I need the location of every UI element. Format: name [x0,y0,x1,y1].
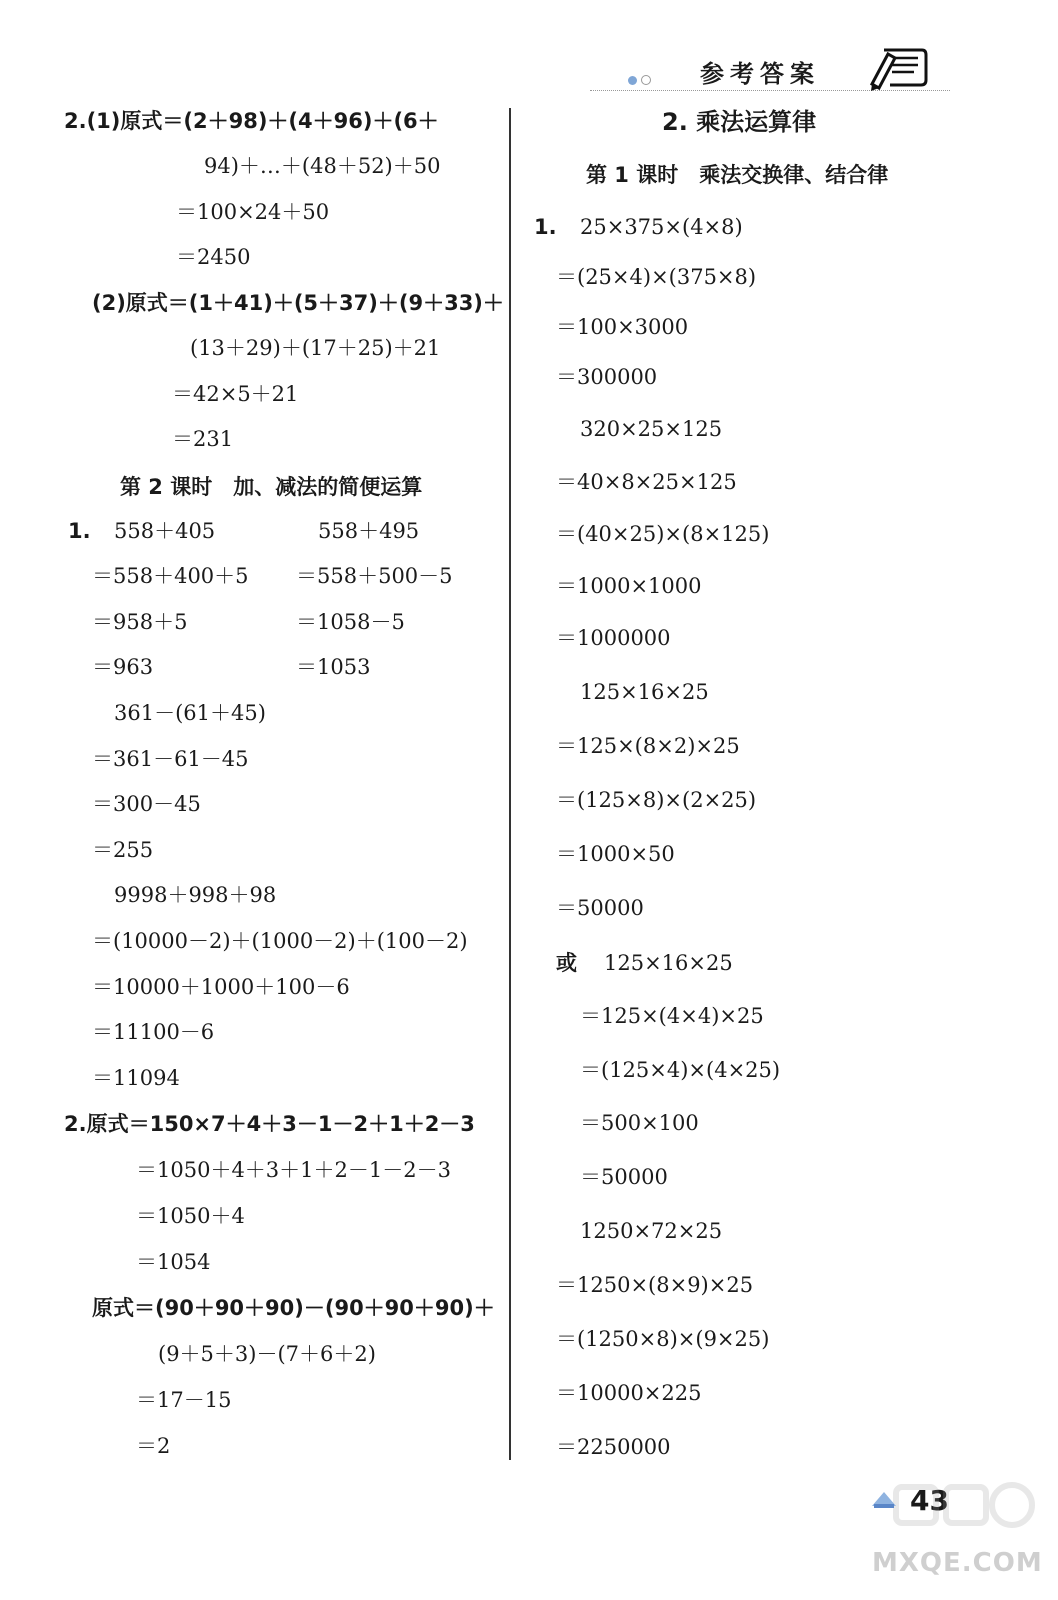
left-line: ＝17－15 [136,1388,232,1412]
left-line: ＝1054 [136,1250,211,1274]
left-line: ＝11100－6 [92,1020,215,1044]
right-line: ＝125×(4×4)×25 [580,1004,764,1028]
left-line: ＝100×24＋50 [176,200,330,224]
or-label: 或 [556,951,577,975]
right-line: 125×16×25 [580,680,709,704]
right-line: ＝50000 [556,896,644,920]
chapter-heading: 2. 乘法运算律 [662,108,817,136]
left-line: 2.(1)原式＝(2＋98)＋(4＋96)＋(6＋ [64,109,439,133]
left-line: ＝(10000－2)＋(1000－2)＋(100－2) [92,929,468,953]
page-number: 43 [910,1484,949,1517]
right-line: 320×25×125 [580,417,723,441]
left-line: ＝255 [92,838,154,862]
right-line: ＝1000000 [556,626,671,650]
left-line: ＝1050＋4＋3＋1＋2－1－2－3 [136,1158,451,1182]
header-title: 参考答案 [700,60,820,88]
watermark-text: MXQE.COM [872,1548,1043,1578]
left-line: ＝231 [172,427,234,451]
right-line: ＝50000 [580,1165,668,1189]
right-line: ＝(125×8)×(2×25) [556,788,757,812]
left-line: 558＋495 [318,519,420,543]
right-line: ＝10000×225 [556,1381,702,1405]
left-line: 558＋405 [114,519,216,543]
left-line: ＝558＋400＋5 [92,564,249,588]
column-divider [509,108,511,1460]
left-line: ＝1058－5 [296,610,405,634]
right-line: ＝(25×4)×(375×8) [556,265,757,289]
right-line: ＝(1250×8)×(9×25) [556,1327,770,1351]
right-line: 25×375×(4×8) [580,215,743,239]
right-line: ＝2250000 [556,1435,671,1459]
pencil-scroll-icon [868,44,930,92]
right-line: 125×16×25 [604,951,733,975]
right-line: ＝125×(8×2)×25 [556,734,740,758]
item-number: 1. [68,519,91,543]
watermark-logo-icon [870,1488,898,1510]
right-line: ＝300000 [556,365,658,389]
section-heading: 第 2 课时 加、减法的简便运算 [120,475,423,499]
left-line: ＝361－61－45 [92,747,249,771]
header-dots [628,70,655,89]
left-line: 361－(61＋45) [114,701,266,725]
right-line: ＝100×3000 [556,315,689,339]
right-line: ＝(125×4)×(4×25) [580,1058,781,1082]
left-line: ＝558＋500－5 [296,564,453,588]
left-line: 原式＝(90＋90＋90)－(90＋90＋90)＋ [92,1296,495,1320]
right-line: ＝500×100 [580,1111,699,1135]
left-line: ＝2 [136,1434,171,1458]
right-line: ＝40×8×25×125 [556,470,737,494]
right-line: ＝1000×1000 [556,574,702,598]
left-line: ＝1053 [296,655,371,679]
left-line: ＝963 [92,655,154,679]
left-line: 94)＋…＋(48＋52)＋50 [204,154,441,178]
section-heading: 第 1 课时 乘法交换律、结合律 [586,163,889,187]
left-line: ＝958＋5 [92,610,188,634]
left-line: ＝42×5＋21 [172,382,299,406]
left-line: ＝300－45 [92,792,201,816]
left-line: (9＋5＋3)－(7＋6＋2) [158,1342,376,1366]
right-line: ＝(40×25)×(8×125) [556,522,770,546]
item-number: 1. [534,215,557,239]
left-line: ＝1050＋4 [136,1204,245,1228]
left-line: ＝2450 [176,245,251,269]
left-line: (2)原式＝(1＋41)＋(5＋37)＋(9＋33)＋ [92,291,504,315]
right-line: ＝1000×50 [556,842,675,866]
left-line: ＝11094 [92,1066,180,1090]
left-line: 2.原式＝150×7＋4＋3－1－2＋1＋2－3 [64,1112,475,1136]
left-line: 9998＋998＋98 [114,883,277,907]
left-line: ＝10000＋1000＋100－6 [92,975,350,999]
left-line: (13＋29)＋(17＋25)＋21 [190,336,441,360]
right-line: ＝1250×(8×9)×25 [556,1273,754,1297]
right-line: 1250×72×25 [580,1219,723,1243]
